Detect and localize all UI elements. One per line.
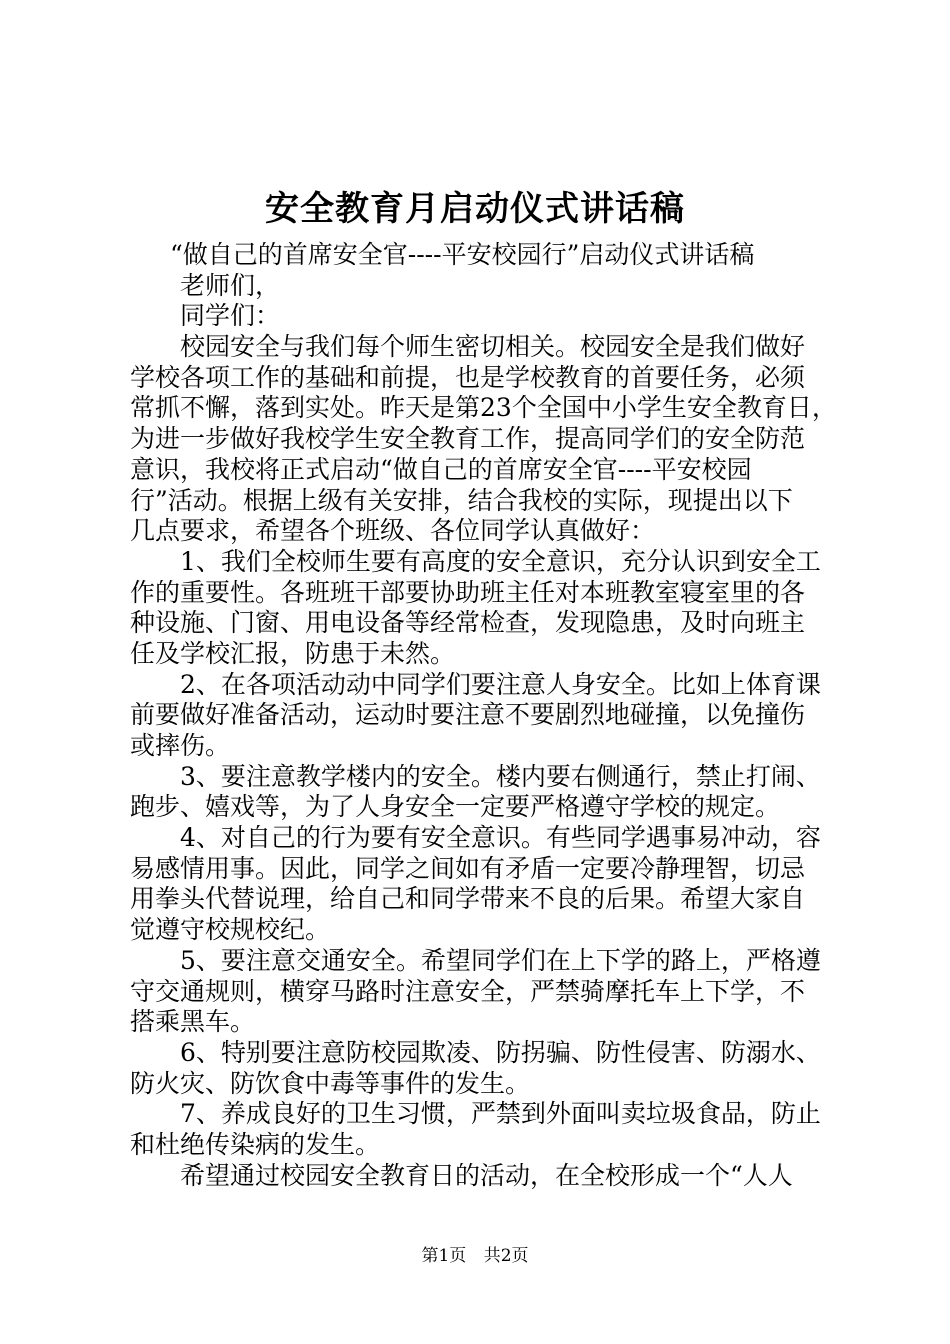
paragraph-line: 为进一步做好我校学生安全教育工作，提高同学们的安全防范 [130, 424, 806, 454]
paragraph-line: 7、养成良好的卫生习惯，严禁到外面叫卖垃圾食品，防止 [180, 1099, 821, 1129]
paragraph-line: 1、我们全校师生要有高度的安全意识，充分认识到安全工 [180, 546, 821, 576]
paragraph-line: 守交通规则，横穿马路时注意安全，严禁骑摩托车上下学，不 [130, 976, 806, 1006]
paragraph-line: 易感情用事。因此，同学之间如有矛盾一定要冷静理智，切忌 [130, 853, 806, 883]
salutation-students: 同学们： [180, 301, 281, 331]
paragraph-line: 学校各项工作的基础和前提，也是学校教育的首要任务，必须 [130, 362, 806, 392]
salutation-teachers: 老师们， [180, 270, 281, 300]
paragraph-line: 校园安全与我们每个师生密切相关。校园安全是我们做好 [180, 332, 806, 362]
paragraph-line: 行”活动。根据上级有关安排，结合我校的实际，现提出以下 [130, 485, 793, 515]
paragraph-line: 觉遵守校规校纪。 [130, 915, 331, 945]
page-number: 第1页 [421, 1246, 467, 1266]
paragraph-line: 前要做好准备活动，运动时要注意不要剧烈地碰撞，以免撞伤 [130, 700, 806, 730]
paragraph-line: 种设施、门窗、用电设备等经常检查，发现隐患，及时向班主 [130, 608, 806, 638]
paragraph-line: 几点要求，希望各个班级、各位同学认真做好： [130, 516, 656, 546]
paragraph-line: 作的重要性。各班班干部要协助班主任对本班教室寝室里的各 [130, 577, 806, 607]
document-title: 安全教育月启动仪式讲话稿 [265, 189, 685, 229]
paragraph-line: 6、特别要注意防校园欺凌、防拐骗、防性侵害、防溺水、 [180, 1037, 821, 1067]
paragraph-line: 或摔伤。 [130, 731, 231, 760]
paragraph-line: 用拳头代替说理，给自己和同学带来不良的后果。希望大家自 [130, 884, 806, 914]
paragraph-line: 希望通过校园安全教育日的活动，在全校形成一个“人人 [180, 1160, 793, 1190]
paragraph-line: 和杜绝传染病的发生。 [130, 1129, 381, 1159]
paragraph-line: 跑步、嬉戏等，为了人身安全一定要严格遵守学校的规定。 [130, 792, 781, 822]
paragraph-line: 防火灾、防饮食中毒等事件的发生。 [130, 1068, 531, 1098]
paragraph-line: 3、要注意教学楼内的安全。楼内要右侧通行，禁止打闹、 [180, 761, 821, 791]
paragraph-line: 5、要注意交通安全。希望同学们在上下学的路上，严格遵 [180, 945, 821, 975]
subtitle-line: “做自己的首席安全官----平安校园行”启动仪式讲话稿 [170, 240, 755, 269]
paragraph-line: 4、对自己的行为要有安全意识。有些同学遇事易冲动，容 [180, 823, 821, 853]
page-footer [0, 1244, 950, 1268]
page-total: 共2页 [483, 1246, 529, 1266]
paragraph-line: 常抓不懈，落到实处。昨天是第23个全国中小学生安全教育日， [130, 393, 837, 423]
paragraph-line: 搭乘黑车。 [130, 1007, 256, 1037]
paragraph-line: 2、在各项活动动中同学们要注意人身安全。比如上体育课 [180, 669, 821, 699]
paragraph-line: 任及学校汇报，防患于未然。 [130, 638, 456, 668]
paragraph-line: 意识，我校将正式启动“做自己的首席安全官----平安校园 [130, 454, 752, 484]
document-body [130, 240, 837, 1191]
